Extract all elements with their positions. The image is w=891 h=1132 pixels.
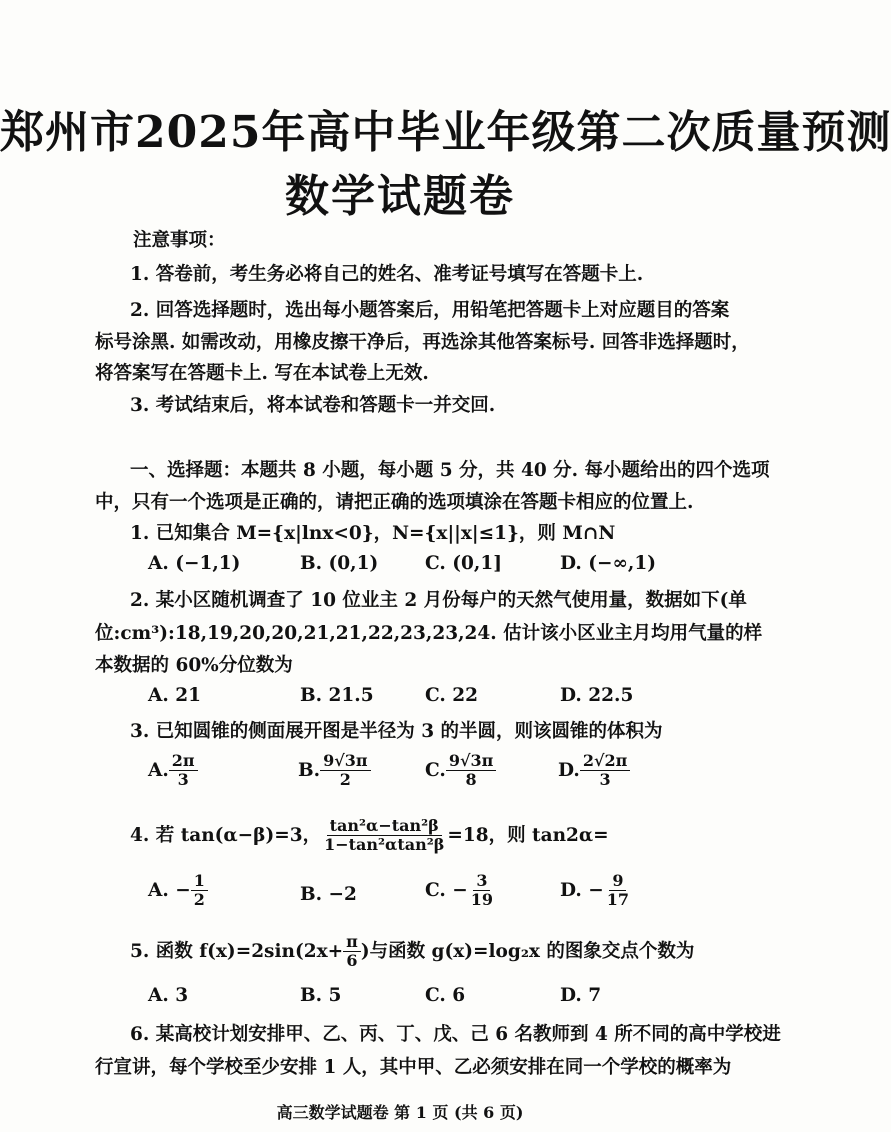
question-3-option-c: C. $\frac{9√3\pi}{8}$ [425, 752, 496, 790]
question-5-stem: 5. 函数 f(x)=2sin(2x+ $\frac{\pi}{6}$ )与函数 g(x)=log₂x 的图象交点个数为 [130, 932, 695, 971]
question-5-option-d: D. 7 [560, 985, 602, 1006]
question-3-stem: 3. 已知圆锥的侧面展开图是半径为 3 的半圆，则该圆锥的体积为 [130, 721, 663, 742]
question-1-stem: 1. 已知集合 M={x|lnx<0}，N={x||x|≤1}，则 M∩N [130, 523, 616, 544]
question-1-option-b: B. (0,1) [300, 553, 379, 574]
notice-item-3: 3. 考试结束后，将本试卷和答题卡一并交回. [130, 395, 496, 416]
notice-item-1: 1. 答卷前，考生务必将自己的姓名、准考证号填写在答题卡上. [130, 264, 644, 285]
question-3-option-a: A. $\frac{2\pi}{3}$ [148, 752, 198, 790]
notice-item-2-b: 标号涂黑. 如需改动，用橡皮擦干净后，再选涂其他答案标号. 回答非选择题时， [95, 332, 750, 353]
question-4-option-b: B. −2 [300, 884, 357, 905]
notice-item-2-c: 将答案写在答题卡上. 写在本试卷上无效. [95, 363, 429, 384]
question-1-option-d: D. (−∞,1) [560, 553, 656, 574]
question-5-option-c: C. 6 [425, 985, 466, 1006]
question-2-option-c: C. 22 [425, 685, 479, 706]
question-2-option-d: D. 22.5 [560, 685, 634, 706]
question-6-line1: 6. 某高校计划安排甲、乙、丙、丁、戊、己 6 名教师到 4 所不同的高中学校进 [130, 1024, 781, 1045]
question-4-stem: 4. 若 tan(α−β)=3， $\frac{\text{tan²α−tan²β}}{\text{1−tan²αtan²β}}$ =18，则 tan2α= [130, 816, 609, 855]
question-3-option-d: D. $\frac{2√2\pi}{3}$ [558, 752, 630, 790]
question-5-option-a: A. 3 [148, 985, 189, 1006]
section-heading-line1: 一、选择题：本题共 8 小题，每小题 5 分，共 40 分. 每小题给出的四个选项 [130, 460, 770, 481]
exam-subtitle: 数学试题卷 [285, 171, 515, 222]
question-4-option-d: D. − $\frac{9}{17}$ [560, 871, 630, 910]
question-2-line1: 2. 某小区随机调查了 10 位业主 2 月份每户的天然气使用量，数据如下(单 [130, 590, 747, 611]
question-5-option-b: B. 5 [300, 985, 342, 1006]
question-6-line2: 行宣讲，每个学校至少安排 1 人，其中甲、乙必须安排在同一个学校的概率为 [95, 1057, 732, 1078]
question-3-option-b: B. $\frac{9√3\pi}{2}$ [298, 752, 371, 790]
notice-item-2-a: 2. 回答选择题时，选出每小题答案后，用铅笔把答题卡上对应题目的答案 [130, 300, 730, 321]
question-1-option-c: C. (0,1] [425, 553, 502, 574]
exam-title: 郑州市2025年高中毕业年级第二次质量预测 [0, 107, 891, 158]
question-1-option-a: A. (−1,1) [148, 553, 241, 574]
notice-heading: 注意事项： [133, 230, 226, 251]
question-2-option-a: A. 21 [148, 685, 201, 706]
section-heading-line2: 中，只有一个选项是正确的，请把正确的选项填涂在答题卡相应的位置上. [95, 492, 694, 513]
question-4-option-a: A. − $\frac{1}{2}$ [148, 872, 208, 910]
page-footer: 高三数学试题卷 第 1 页 (共 6 页) [276, 1103, 524, 1122]
question-2-line3: 本数据的 60%分位数为 [95, 655, 293, 676]
question-2-line2: 位:cm³):18,19,20,20,21,21,22,23,23,24. 估计该小区业主月均用气量的样 [95, 623, 763, 644]
question-4-option-c: C. − $\frac{3}{19}$ [425, 871, 494, 910]
question-2-option-b: B. 21.5 [300, 685, 374, 706]
